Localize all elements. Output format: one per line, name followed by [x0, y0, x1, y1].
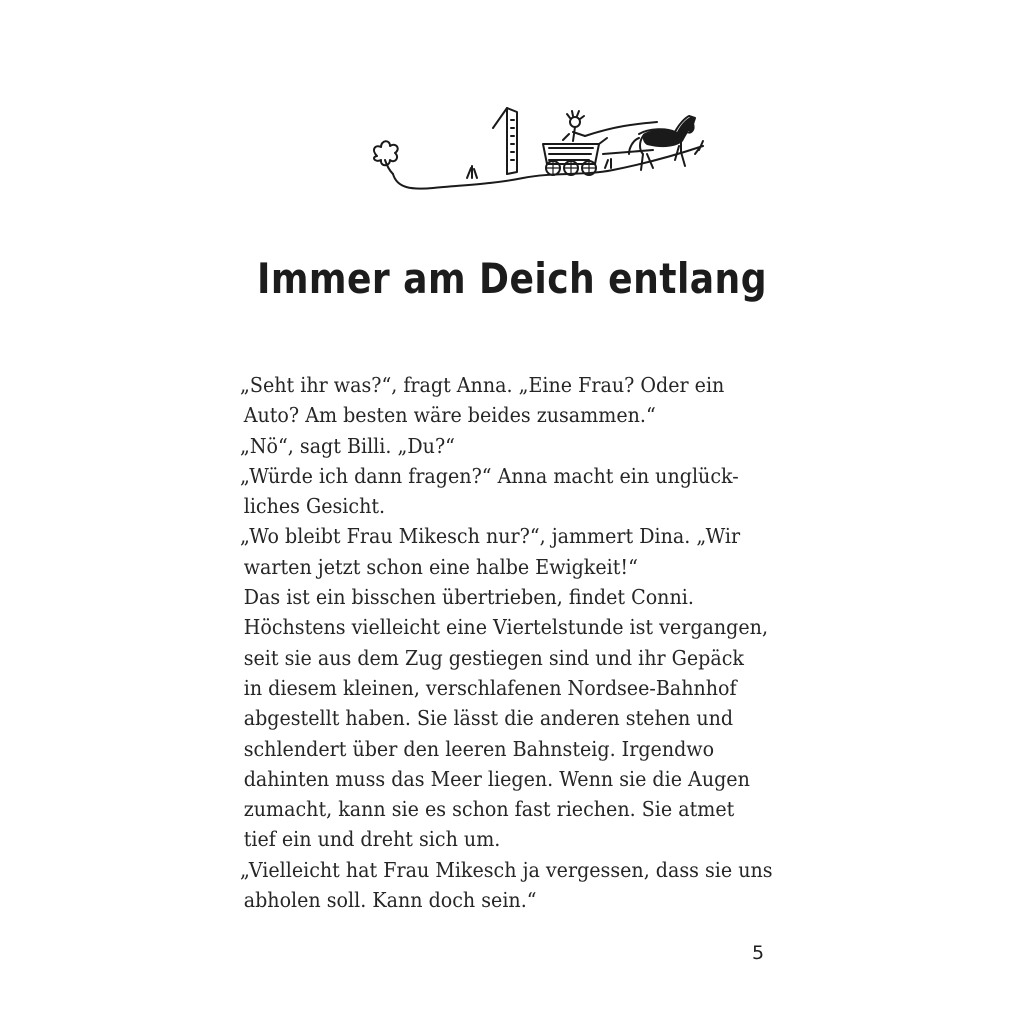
horse-carriage-vignette-icon [355, 98, 725, 202]
text-line: zumacht, kann sie es schon fast riechen. Sie atmet [243, 797, 735, 822]
text-line: „Nö“, sagt Billi. „Du?“ [240, 433, 455, 458]
text-line: Das ist ein bisschen übertrieben, findet Conni. [243, 585, 694, 610]
text-line: tief ein und dreht sich um. [243, 827, 501, 852]
text-line: „Vielleicht hat Frau Mikesch ja vergessen, dass sie uns [240, 857, 773, 882]
text-line: abholen soll. Kann doch sein.“ [243, 888, 537, 913]
text-line: dahinten muss das Meer liegen. Wenn sie die Augen [243, 766, 750, 791]
text-line: warten jetzt schon eine halbe Ewigkeit!“ [243, 554, 638, 579]
text-line: schlendert über den leeren Bahnsteig. Irgendwo [243, 736, 715, 761]
text-line: liches Gesicht. [243, 494, 386, 519]
page-number: 5 [752, 942, 765, 964]
text-line: in diesem kleinen, verschlafenen Nordsee-Bahnhof [243, 675, 737, 700]
text-line: abgestellt haben. Sie lässt die anderen stehen und [243, 706, 734, 731]
text-line: Höchstens vielleicht eine Viertelstunde ist vergangen, [243, 615, 769, 640]
text-line: „Würde ich dann fragen?“ Anna macht ein unglück- [240, 463, 739, 488]
text-line: „Seht ihr was?“, fragt Anna. „Eine Frau? Oder ein [240, 373, 725, 397]
text-line: seit sie aus dem Zug gestiegen sind und ihr Gepäck [243, 645, 744, 670]
body-text [240, 370, 800, 915]
text-line: „Wo bleibt Frau Mikesch nur?“, jammert Dina. „Wir [240, 524, 741, 549]
chapter-title: Immer am Deich entlang [256, 254, 768, 303]
text-line: Auto? Am besten wäre beides zusammen.“ [243, 403, 656, 428]
